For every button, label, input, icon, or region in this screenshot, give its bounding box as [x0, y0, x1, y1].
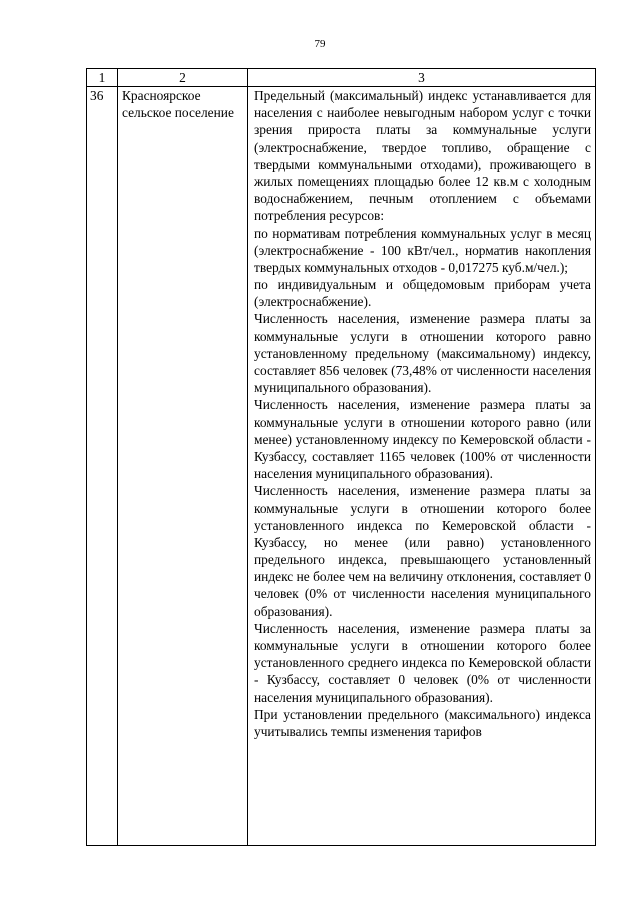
- column-header-2: 2: [118, 69, 248, 87]
- column-header-1: 1: [87, 69, 118, 87]
- description-paragraph: Численность населения, изменение размера платы за коммунальные услуги в отношении которого более установленного индекса по Кемеровской области - Кузбассу, но менее (или равно) установленного предельного индекса, превышающего установленный индекс не более чем на величину отклонения, составляет 0 человек (0% от численности населения муниципального образования).: [254, 483, 591, 619]
- description-paragraph: Численность населения, изменение размера платы за коммунальные услуги в отношении которого более установленного среднего индекса по Кемеровской области - Кузбассу, составляет 0 человек (0% от численности населения муниципального образования).: [254, 620, 591, 705]
- description-paragraph: по индивидуальным и общедомовым приборам учета (электроснабжение).: [254, 277, 591, 310]
- page-number: 79: [314, 38, 326, 50]
- index-description: [248, 87, 596, 846]
- row-number: 36: [87, 87, 118, 846]
- description-paragraph: Численность населения, изменение размера платы за коммунальные услуги в отношении которого равно (или менее) установленному индексу по Кемеровской области - Кузбассу, составляет 1165 человек (100% от численности населения муниципального образования).: [254, 397, 591, 482]
- description-paragraph: При установлении предельного (максимального) индекса учитывались темпы изменения тарифов: [254, 706, 591, 739]
- table-row: [87, 87, 596, 846]
- description-paragraph: по нормативам потребления коммунальных услуг в месяц (электроснабжение - 100 кВт/чел., норматив накопления твердых коммунальных отходов - 0,017275 куб.м/чел.);: [254, 225, 591, 275]
- column-header-3: 3: [248, 69, 596, 87]
- description-paragraph: Численность населения, изменение размера платы за коммунальные услуги в отношении которого равно установленному предельному (максимальному) индексу, составляет 856 человек (73,48% от численности населения муниципального образования).: [254, 311, 591, 396]
- table-header-row: [87, 69, 596, 87]
- municipality-name: Красноярское сельское поселение: [118, 87, 248, 846]
- municipality-index-table: [86, 68, 596, 846]
- description-paragraph: Предельный (максимальный) индекс устанавливается для населения с наиболее невыгодным набором услуг с точки зрения прироста платы за коммунальные услуги (электроснабжение, твердое топливо, обращение с твердыми коммунальными отходами), проживающего в жилых помещениях площадью более 12 кв.м с холодным водоснабжением, печным отоплением с объемами потребления ресурсов:: [254, 88, 591, 224]
